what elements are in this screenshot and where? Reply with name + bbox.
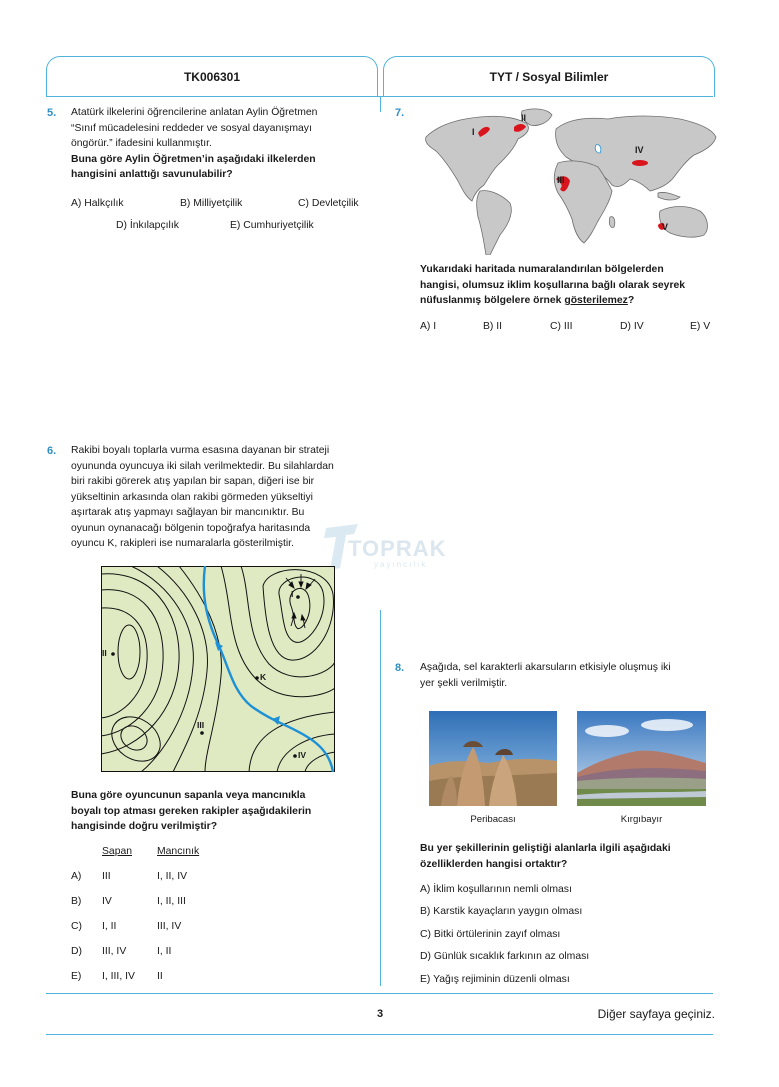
q5-body (71, 105, 371, 183)
q8-stem (420, 841, 720, 872)
q6-option-a-mancinik: I, II, IV (157, 871, 188, 882)
q7-option-b[interactable]: B) II (483, 321, 503, 332)
q6-option-c-mancinik: III, IV (157, 921, 182, 932)
q5-option-d[interactable]: D) İnkılapçılık (116, 220, 179, 231)
q7-option-c[interactable]: C) III (550, 321, 573, 332)
q5-number: 5. (47, 107, 57, 119)
watermark (318, 520, 448, 580)
q8-option-d[interactable]: D) Günlük sıcaklık farkının az olması (420, 951, 590, 962)
peribacasi-caption: Peribacası (470, 814, 516, 825)
q5-option-c[interactable]: C) Devletçilik (298, 198, 359, 209)
q6-option-b-letter[interactable]: B) (71, 896, 82, 907)
q6-option-c-sapan: I, II (102, 921, 117, 932)
q6-option-e-sapan: I, III, IV (102, 971, 135, 982)
world-label-iv: IV (635, 145, 644, 155)
q6-stem-line: hangisinde doğru verilmiştir? (71, 821, 218, 832)
subject-title: TYT / Sosyal Bilimler (489, 70, 609, 84)
q6-line: Rakibi boyalı toplarla vurma esasına dayanan bir strateji (71, 445, 330, 456)
map-label-k: K (260, 672, 267, 682)
q5-line: öngörür.” ifadesini kullanmıştır. (71, 138, 212, 149)
world-label-iii: III (557, 175, 565, 185)
q6-option-c-letter[interactable]: C) (71, 921, 82, 932)
q6-line: oyuncu K, rakipleri ise numaralarla gösterilmiştir. (71, 538, 294, 549)
footer-note: Diğer sayfaya geçiniz. (597, 1007, 715, 1021)
q6-option-b-mancinik: I, II, III (157, 896, 186, 907)
q7-number: 7. (395, 107, 405, 119)
q8-body (420, 660, 720, 691)
q6-option-a-letter[interactable]: A) (71, 871, 82, 882)
q6-option-d-sapan: III, IV (102, 946, 127, 957)
peribacasi-photo (429, 711, 557, 806)
q6-col-sapan: Sapan (102, 846, 133, 857)
q6-line: oyununda oyuncuya iki silah verilmektedir. Bu silahlardan (71, 460, 334, 472)
topographic-map (101, 566, 335, 772)
q5-option-e[interactable]: E) Cumhuriyetçilik (230, 220, 314, 231)
q5-stem: hangisini anlattığı savunulabilir? (71, 169, 233, 180)
watermark-brand: TOPRAK (348, 536, 447, 561)
q6-option-e-letter[interactable]: E) (71, 971, 82, 982)
q7-stem-qmark: ? (627, 295, 635, 306)
booklet-code: TK006301 (183, 70, 241, 84)
q7-stem-line: Yukarıdaki haritada numaralandırılan bölgelerden (420, 264, 664, 275)
q7-stem-line (420, 293, 720, 309)
q5-stem: Buna göre Aylin Öğretmen’in aşağıdaki ilkelerden (71, 153, 316, 165)
q8-stem-line: Bu yer şekillerinin geliştiği alanlarla ilgili aşağıdaki (420, 843, 671, 854)
q7-stem-part: nüfuslanmış bölgelere örnek (420, 295, 565, 306)
q8-number: 8. (395, 662, 405, 674)
footer-top-rule (46, 993, 713, 994)
world-label-v: V (662, 222, 669, 232)
column-divider-bottom (380, 610, 381, 986)
kirgibayir-caption: Kırgıbayır (620, 814, 663, 825)
fairy-chimney-image (429, 711, 557, 806)
footer-bottom-rule (46, 1034, 713, 1035)
q6-line: aşırtarak atış yapmayı sağlayan bir mancınıktır. Bu (71, 507, 305, 518)
q7-stem-negative: gösterilemez (564, 295, 628, 306)
q6-stem (71, 788, 371, 835)
q7-stem (420, 262, 720, 309)
q6-stem-line: boyalı top atması gereken rakipler aşağıdakilerin (71, 805, 312, 817)
q7-option-d[interactable]: D) IV (620, 321, 644, 332)
q7-option-e[interactable]: E) V (690, 321, 711, 332)
q5-line: Atatürk ilkelerini öğrencilerine anlatan Aylin Öğretmen (71, 107, 318, 118)
topographic-map-figure (101, 566, 335, 772)
q8-line: Aşağıda, sel karakterli akarsuların etkisiyle oluşmuş iki (420, 662, 671, 673)
q5-option-b[interactable]: B) Milliyetçilik (180, 198, 243, 209)
q6-number: 6. (47, 445, 57, 457)
world-label-ii: II (521, 113, 527, 123)
q6-col-mancinik: Mancınık (157, 846, 200, 857)
map-label-iii: III (197, 720, 205, 730)
kirgibayir-photo (577, 711, 706, 806)
q6-line: oyunun oynanacağı bölgenin topoğrafya haritasında (71, 522, 311, 534)
q6-line: biri rakibi görerek atış yapılan bir sapan, diğeri ise bir (71, 476, 315, 487)
map-label-iv: IV (298, 750, 307, 760)
q6-option-e-mancinik: II (157, 971, 163, 982)
world-map (418, 105, 718, 255)
page-number: 3 (376, 1008, 384, 1020)
header-left-tab (46, 56, 378, 97)
header-right-tab (383, 56, 715, 97)
world-map-figure (418, 105, 718, 255)
q8-option-a[interactable]: A) İklim koşullarının nemli olması (420, 884, 572, 895)
badlands-image (577, 711, 706, 806)
q8-line: yer şekli verilmiştir. (420, 677, 508, 689)
q8-option-b[interactable]: B) Karstik kayaçların yaygın olması (420, 906, 583, 917)
q8-option-e[interactable]: E) Yağış rejiminin düzenli olması (420, 974, 570, 985)
q6-option-a-sapan: III (102, 871, 111, 882)
map-label-i: I (291, 589, 294, 599)
q8-option-c[interactable]: C) Bitki örtülerinin zayıf olması (420, 929, 561, 940)
q6-line: yükseltinin arkasında olan rakibi görmeden yükseltiyi (71, 491, 313, 503)
column-divider-top (380, 96, 381, 112)
q7-stem-line: hangisi, olumsuz iklim koşullarına bağlı olarak seyrek (420, 279, 686, 291)
q5-option-a[interactable]: A) Halkçılık (71, 198, 124, 209)
q6-option-d-letter[interactable]: D) (71, 946, 82, 957)
watermark-sub: yayıncılık (374, 560, 428, 569)
q6-option-b-sapan: IV (102, 896, 112, 907)
q8-stem-line: özelliklerden hangisi ortaktır? (420, 858, 568, 870)
q6-option-d-mancinik: I, II (157, 946, 172, 957)
q7-option-a[interactable]: A) I (420, 321, 437, 332)
map-label-ii: II (102, 648, 107, 658)
q5-line: “Sınıf mücadelesini reddeder ve sosyal dayanışmayı (71, 122, 312, 134)
q6-stem-line: Buna göre oyuncunun sapanla veya mancınıkla (71, 790, 306, 801)
world-label-i: I (472, 127, 475, 137)
